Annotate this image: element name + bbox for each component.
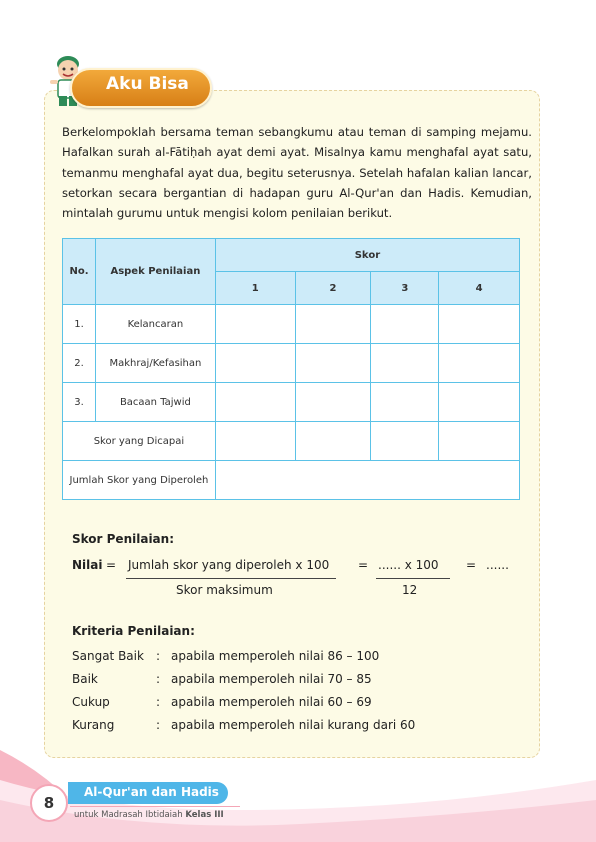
row-no: 1. <box>63 305 96 344</box>
equals-sign: = <box>106 558 117 572</box>
criteria-title: Kriteria Penilaian: <box>72 624 195 638</box>
header-skor-3: 3 <box>371 272 439 305</box>
intro-line: temanmu menghafal ayat dua, begitu seterusnya. Setelah hafalan kalian lancar, <box>62 165 532 180</box>
row-no: 2. <box>63 344 96 383</box>
score-cell[interactable] <box>439 305 520 344</box>
header-skor-1: 1 <box>215 272 295 305</box>
total-score-cell[interactable] <box>215 461 519 500</box>
row-aspek: Bacaan Tajwid <box>95 383 215 422</box>
header-aspek: Aspek Penilaian <box>95 239 215 305</box>
row-no: 3. <box>63 383 96 422</box>
criteria-desc: apabila memperoleh nilai kurang dari 60 <box>171 718 416 732</box>
score-cell[interactable] <box>371 422 439 461</box>
table-row <box>63 461 520 500</box>
table-row <box>63 305 520 344</box>
criteria-colon: : <box>156 672 161 686</box>
fraction-line <box>126 578 336 579</box>
subject-title: Al-Qur'an dan Hadis <box>84 785 219 799</box>
footer-subtitle-prefix: untuk Madrasah Ibtidaiah <box>74 810 183 820</box>
skor-dicapai-label: Skor yang Dicapai <box>63 422 216 461</box>
criteria-label: Sangat Baik <box>72 649 144 663</box>
criteria-desc: apabila memperoleh nilai 60 – 69 <box>171 695 372 709</box>
criteria-label: Cukup <box>72 695 110 709</box>
score-cell[interactable] <box>215 422 295 461</box>
header-skor-4: 4 <box>439 272 520 305</box>
scoring-title: Skor Penilaian: <box>72 532 174 546</box>
intro-line: Berkelompoklah bersama teman sebangkumu atau teman di samping mejamu. <box>62 125 532 139</box>
score-cell[interactable] <box>215 344 295 383</box>
formula-result: ...... <box>486 558 509 572</box>
table-row <box>63 422 520 461</box>
fraction-line <box>376 578 450 579</box>
criteria-desc: apabila memperoleh nilai 70 – 85 <box>171 672 372 686</box>
criteria-colon: : <box>156 649 161 663</box>
intro-paragraph <box>62 122 532 223</box>
formula-numerator: Jumlah skor yang diperoleh x 100 <box>128 558 330 572</box>
assessment-table <box>62 238 520 500</box>
score-cell[interactable] <box>371 305 439 344</box>
footer-subtitle <box>74 810 224 820</box>
intro-line: mintalah gurumu untuk mengisi kolom penilaian berikut. <box>62 206 393 221</box>
jumlah-skor-label: Jumlah Skor yang Diperoleh <box>63 461 216 500</box>
nilai-label: Nilai <box>72 558 103 572</box>
header-skor: Skor <box>215 239 519 272</box>
table-row <box>63 344 520 383</box>
criteria-label: Kurang <box>72 718 115 732</box>
score-cell[interactable] <box>295 383 371 422</box>
criteria-colon: : <box>156 695 161 709</box>
score-cell[interactable] <box>439 344 520 383</box>
table-row <box>63 383 520 422</box>
formula-denominator-2: 12 <box>402 583 418 597</box>
score-cell[interactable] <box>215 383 295 422</box>
score-cell[interactable] <box>439 383 520 422</box>
criteria-colon: : <box>156 718 161 732</box>
score-cell[interactable] <box>215 305 295 344</box>
formula-denominator: Skor maksimum <box>176 583 273 597</box>
page-number: 8 <box>30 784 68 822</box>
score-cell[interactable] <box>295 422 371 461</box>
header-no: No. <box>63 239 96 305</box>
row-aspek: Makhraj/Kefasihan <box>95 344 215 383</box>
header-skor-2: 2 <box>295 272 371 305</box>
section-title: Aku Bisa <box>106 74 189 94</box>
score-cell[interactable] <box>439 422 520 461</box>
score-cell[interactable] <box>371 344 439 383</box>
formula-numerator-2: ...... x 100 <box>378 558 439 572</box>
intro-line: Hafalkan surah al-Fātiḥah ayat demi ayat. Misalnya kamu menghafal ayat satu, <box>62 145 532 160</box>
score-cell[interactable] <box>295 344 371 383</box>
equals-sign: = <box>466 558 477 572</box>
intro-line: setorkan secara bergantian di hadapan guru Al-Qur'an dan Hadis. Kemudian, <box>62 185 532 200</box>
row-aspek: Kelancaran <box>95 305 215 344</box>
equals-sign: = <box>358 558 369 572</box>
score-cell[interactable] <box>371 383 439 422</box>
score-cell[interactable] <box>295 305 371 344</box>
criteria-desc: apabila memperoleh nilai 86 – 100 <box>171 649 380 663</box>
footer-subtitle-class: Kelas III <box>185 810 224 820</box>
criteria-label: Baik <box>72 672 98 686</box>
footer-divider <box>70 806 240 807</box>
scoring-formula <box>72 530 532 600</box>
